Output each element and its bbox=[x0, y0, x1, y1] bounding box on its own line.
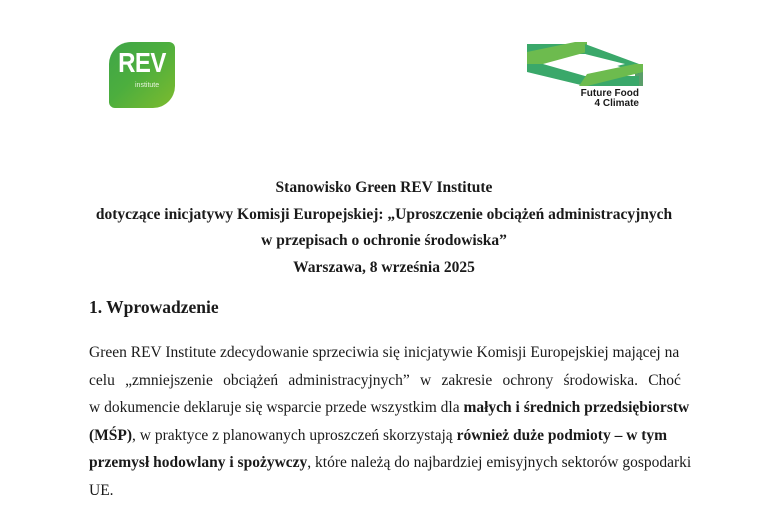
word: obciążeń bbox=[223, 371, 279, 389]
intro-paragraph bbox=[89, 339, 692, 504]
rev-logo-subtext: institute bbox=[135, 82, 160, 89]
ribbon-icon bbox=[527, 42, 643, 88]
bold-text-run: małych i średnich przedsiębiorstw bbox=[463, 399, 690, 416]
future-food-logo-text bbox=[581, 89, 639, 109]
paragraph-line-3 bbox=[89, 394, 690, 422]
word: celu bbox=[89, 371, 115, 389]
title-date: Warszawa, 8 września 2025 bbox=[293, 258, 475, 276]
bold-text-run: również duże podmioty – w tym bbox=[456, 426, 668, 444]
title-line-3: w przepisach o ochronie środowiska” bbox=[261, 232, 507, 249]
word: ochrony bbox=[502, 371, 554, 389]
text-run: , w praktyce z planowanych uproszczeń skorzystają bbox=[132, 426, 457, 444]
text-run: w dokumencie deklaruje się wsparcie przede wszystkim dla bbox=[89, 399, 464, 416]
paragraph-line-1: Green REV Institute zdecydowanie sprzeciwia się inicjatywie Komisji Europejskiej mającej na bbox=[89, 344, 680, 361]
paragraph-line-5 bbox=[89, 449, 692, 477]
word: „zmniejszenie bbox=[125, 371, 213, 389]
title-line-1: Stanowisko Green REV Institute bbox=[275, 179, 493, 196]
word: administracyjnych” bbox=[288, 371, 410, 389]
word: Choć bbox=[648, 371, 681, 389]
logo-line-2: 4 Climate bbox=[594, 98, 639, 109]
future-food-4-climate-logo bbox=[527, 42, 643, 110]
paragraph-line-4 bbox=[89, 422, 681, 450]
bold-text-run: (MŚP) bbox=[89, 426, 133, 444]
paragraph-line-2 bbox=[89, 367, 681, 395]
document-title bbox=[60, 175, 708, 281]
section-heading: 1. Wprowadzenie bbox=[89, 297, 219, 317]
bold-text-run: przemysł hodowlany i spożywczy bbox=[89, 454, 308, 471]
paragraph-line-6: UE. bbox=[89, 481, 114, 499]
text-run: , które należą do najbardziej emisyjnych sektorów gospodarki bbox=[307, 454, 692, 471]
word: w bbox=[420, 371, 432, 389]
rev-logo-text: REV bbox=[118, 47, 166, 79]
word: środowiska. bbox=[563, 371, 638, 389]
word: zakresie bbox=[441, 371, 493, 389]
title-line-2: dotyczące inicjatywy Komisji Europejskiej: „Uproszczenie obciążeń administracyjnych bbox=[95, 205, 673, 223]
logo-line-1: Future Food bbox=[580, 88, 639, 99]
rev-institute-logo bbox=[109, 42, 175, 108]
